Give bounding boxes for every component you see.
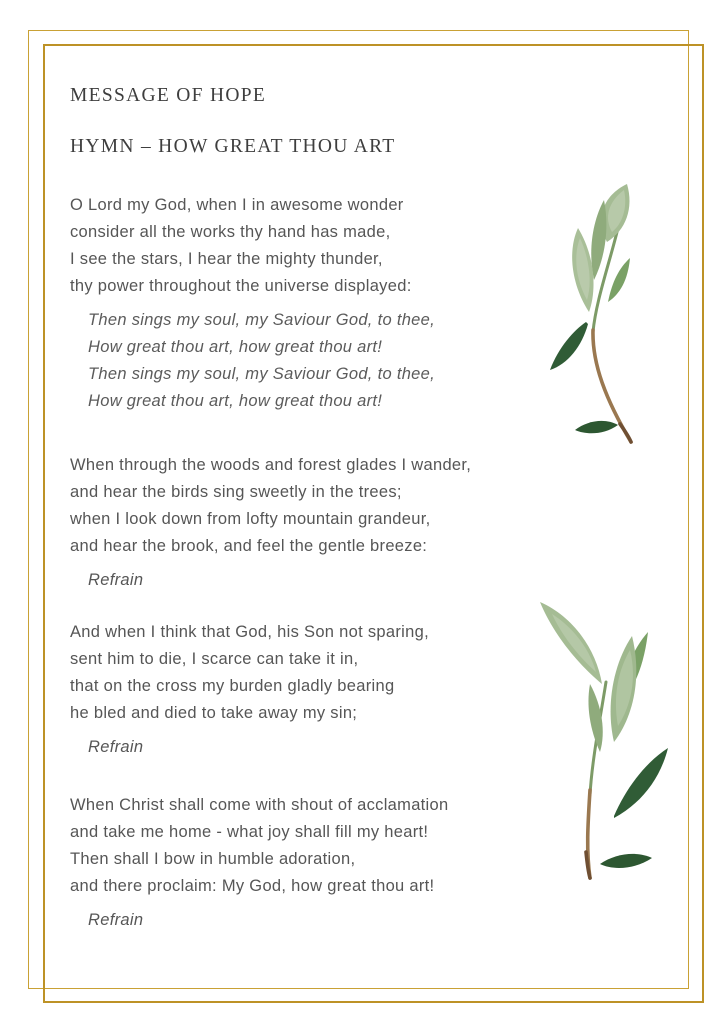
verse-line: and hear the birds sing sweetly in the trees; — [70, 483, 402, 501]
verse-line: O Lord my God, when I in awesome wonder — [70, 196, 404, 214]
refrain-line-text: Then sings my soul, my Saviour God, to thee, — [88, 365, 436, 383]
olive-branch-bottom-illustration — [528, 590, 686, 882]
verse-line: consider all the works thy hand has made, — [70, 223, 391, 241]
verse-line: When through the woods and forest glades I wander, — [70, 456, 472, 474]
verse-1 — [70, 192, 550, 300]
hymn-content — [70, 84, 550, 934]
verse-4 — [70, 792, 550, 934]
verse-line: Then shall I bow in humble adoration, — [70, 850, 356, 868]
refrain-line-text: How great thou art, how great thou art! — [88, 338, 383, 356]
verse-line: thy power throughout the universe displayed: — [70, 277, 412, 295]
refrain-marker: Refrain — [88, 571, 144, 589]
verse-3 — [70, 619, 550, 761]
refrain-marker: Refrain — [88, 738, 144, 756]
refrain — [70, 307, 550, 415]
refrain-line-text: How great thou art, how great thou art! — [88, 392, 383, 410]
verse-2 — [70, 452, 550, 594]
verse-line: When Christ shall come with shout of acclamation — [70, 796, 449, 814]
verse-line: and take me home - what joy shall fill my heart! — [70, 823, 429, 841]
verse-line: when I look down from lofty mountain grandeur, — [70, 510, 431, 528]
refrain-marker: Refrain — [88, 911, 144, 929]
hymn-title: HYMN – HOW GREAT THOU ART — [70, 136, 396, 157]
verse-line: I see the stars, I hear the mighty thunder, — [70, 250, 383, 268]
refrain-line-text: Then sings my soul, my Saviour God, to thee, — [88, 311, 436, 329]
verse-line: and hear the brook, and feel the gentle breeze: — [70, 537, 428, 555]
verse-line: he bled and died to take away my sin; — [70, 704, 358, 722]
verse-line: sent him to die, I scarce can take it in, — [70, 650, 359, 668]
verse-line: And when I think that God, his Son not sparing, — [70, 623, 429, 641]
olive-branch-top-illustration — [540, 182, 670, 444]
verse-line: and there proclaim: My God, how great thou art! — [70, 877, 435, 895]
section-title: MESSAGE OF HOPE — [70, 85, 267, 106]
verse-line: that on the cross my burden gladly bearing — [70, 677, 395, 695]
